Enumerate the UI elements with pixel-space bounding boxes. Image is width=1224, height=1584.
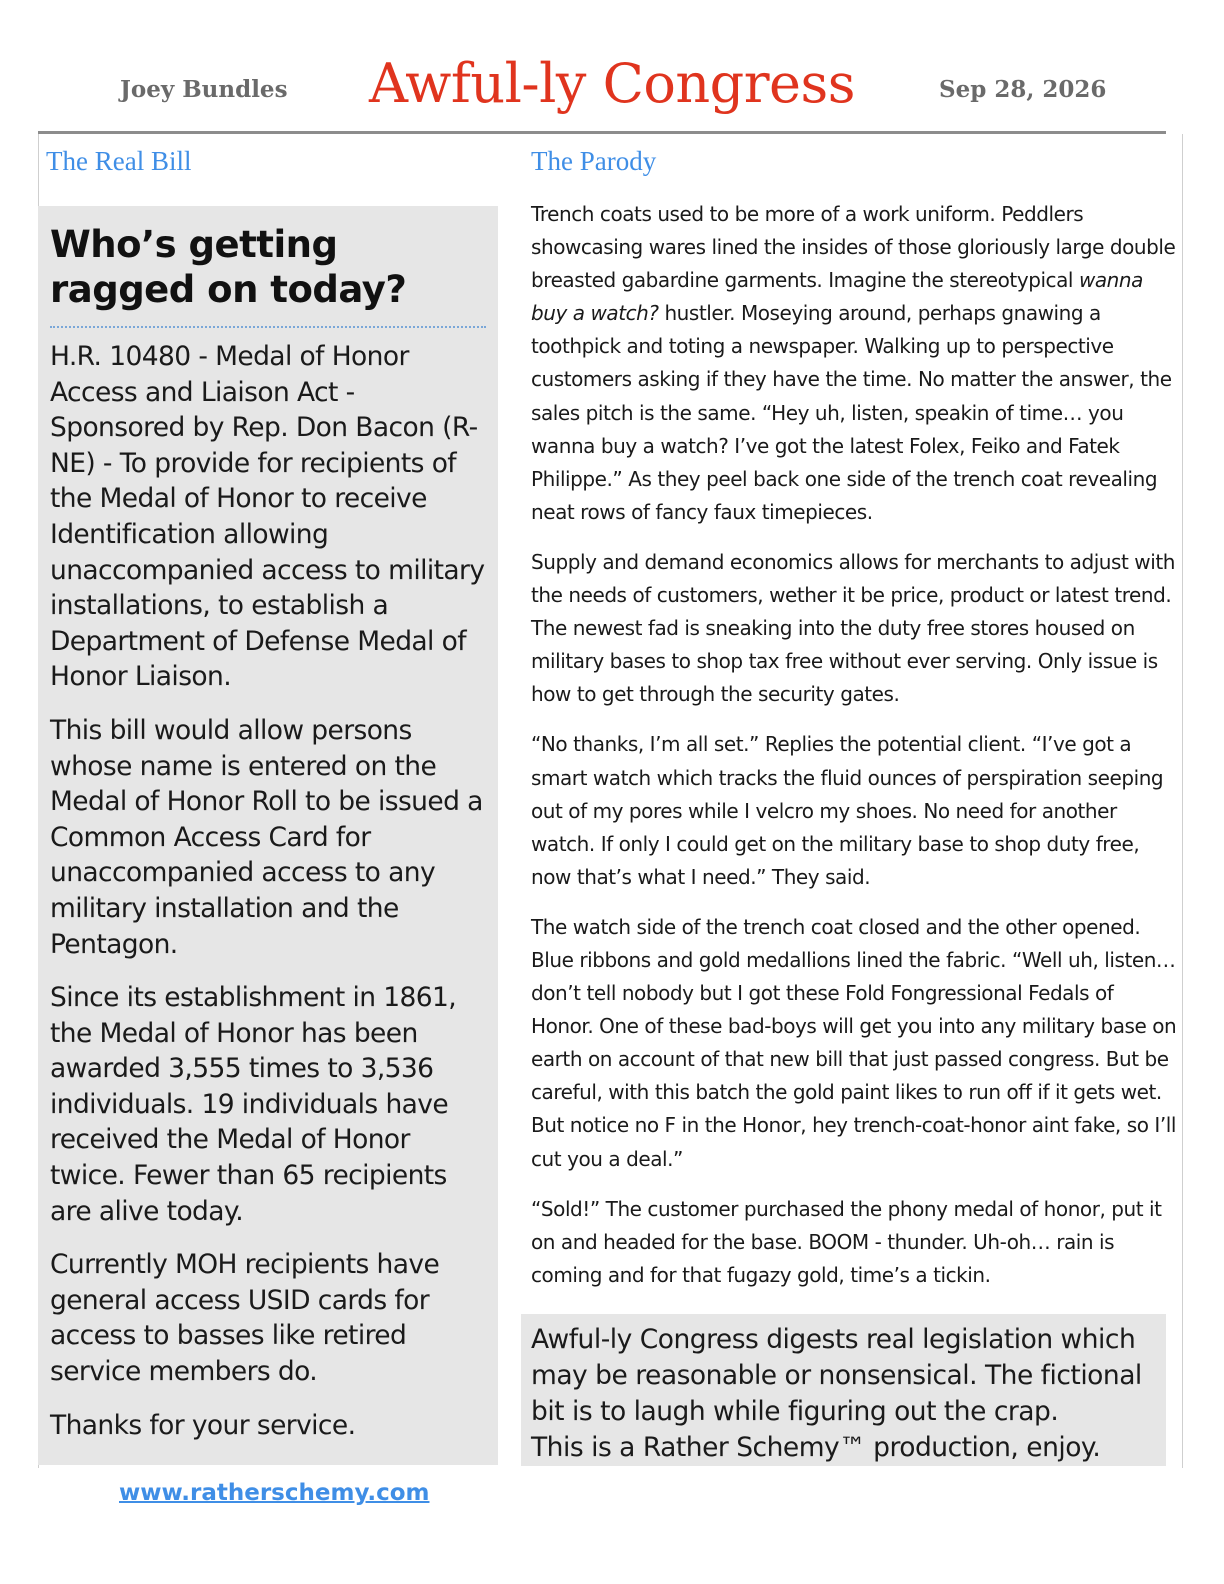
- disclaimer-line-2: may be reasonable or nonsensical. The fictional: [531, 1360, 1142, 1391]
- disclaimer-line-3: bit is to laugh while figuring out the crap.: [531, 1396, 1059, 1427]
- parody-column: [531, 198, 1181, 1309]
- disclaimer-box: [521, 1314, 1166, 1466]
- website-link[interactable]: www.ratherschemy.com: [119, 1480, 430, 1506]
- parody-p1-start: Trench coats used to be more of a work uniform. Peddlers showcasing wares lined the insides of those gloriously large double breasted gabardine garments. Imagine the stereotypical: [531, 202, 1176, 293]
- parody-paragraph-4: The watch side of the trench coat closed and the other opened. Blue ribbons and gold medallions lined the fabric. “Well uh, listen…don’t tell nobody but I got these Fold Fongressional Fedals of Honor. One of these bad-boys will get you into any military base on earth on account of that new bill that just passed congress. But be careful, with this batch the gold paint likes to run off if it gets wet. But notice no F in the Honor, hey trench-coat-honor aint fake, so I’ll cut you a deal.”: [531, 914, 1177, 1171]
- masthead: [0, 52, 1224, 132]
- header-divider: [38, 131, 1166, 134]
- parody-label: The Parody: [531, 146, 657, 176]
- real-bill-panel: [38, 206, 498, 1465]
- newsletter-title: Awful-ly Congress: [369, 52, 855, 115]
- current-access-paragraph: Currently MOH recipients have general access USID cards for access to basses like retired service members do.: [50, 1249, 440, 1388]
- disclaimer-line-4: This is a Rather Schemy™ production, enjoy.: [531, 1432, 1101, 1463]
- parody-paragraph-2: Supply and demand economics allows for merchants to adjust with the needs of customers, wether it be price, product or latest trend. The newest fad is sneaking into the duty free stores housed on military bases to shop tax free without ever serving. Only issue is how to get through the security gates.: [531, 549, 1175, 707]
- real-bill-heading: Who’s getting ragged on today?: [50, 223, 407, 311]
- parody-p1-end: hustler. Moseying around, perhaps gnawing a toothpick and toting a newspaper. Walking up to perspective customers asking if they have the time. No matter the answer, the sales pitch is the same. “Hey uh, listen, speakin of time… you wanna buy a watch? I’ve got the latest Folex, Feiko and Fatek Philippe.” As they peel back one side of the trench coat revealing neat rows of fancy faux timepieces.: [531, 301, 1172, 524]
- author-name: Joey Bundles: [120, 76, 288, 103]
- disclaimer-line-1: Awful-ly Congress digests real legislation which: [531, 1324, 1136, 1355]
- dotted-divider: [50, 326, 486, 328]
- parody-paragraph-5: “Sold!” The customer purchased the phony medal of honor, put it on and headed for the base. BOOM - thunder. Uh-oh… rain is coming and for that fugazy gold, time’s a tickin.: [531, 1196, 1162, 1287]
- bill-description-paragraph: This bill would allow persons whose name is entered on the Medal of Honor Roll to be issued a Common Access Card for unaccompanied access to any military installation and the Pentagon.: [50, 714, 483, 960]
- publication-date: Sep 28, 2026: [939, 76, 1107, 103]
- bill-summary-paragraph: H.R. 10480 - Medal of Honor Access and Liaison Act - Sponsored by Rep. Don Bacon (R-NE) - To provide for recipients of the Medal of Honor to receive Identification allowing unaccompanied access to military installations, to establish a Department of Defense Medal of Honor Liaison.: [50, 341, 485, 693]
- parody-paragraph-3: “No thanks, I’m all set.” Replies the potential client. “I’ve got a smart watch which tracks the fluid ounces of perspiration seeping out of my pores while I velcro my shoes. No need for another watch. If only I could get on the military base to shop duty free, now that’s what I need.” They said.: [531, 732, 1164, 889]
- parody-p1-italic: wanna buy a watch?: [531, 268, 1143, 326]
- right-border: [1182, 134, 1183, 1468]
- thanks-paragraph: Thanks for your service.: [50, 1409, 356, 1441]
- medal-history-paragraph: Since its establishment in 1861, the Medal of Honor has been awarded 3,555 times to 3,536 individuals. 19 individuals have received the Medal of Honor twice. Fewer than 65 recipients are alive today.: [50, 982, 457, 1227]
- real-bill-label: The Real Bill: [46, 146, 192, 176]
- parody-paragraph-1: [531, 198, 1181, 529]
